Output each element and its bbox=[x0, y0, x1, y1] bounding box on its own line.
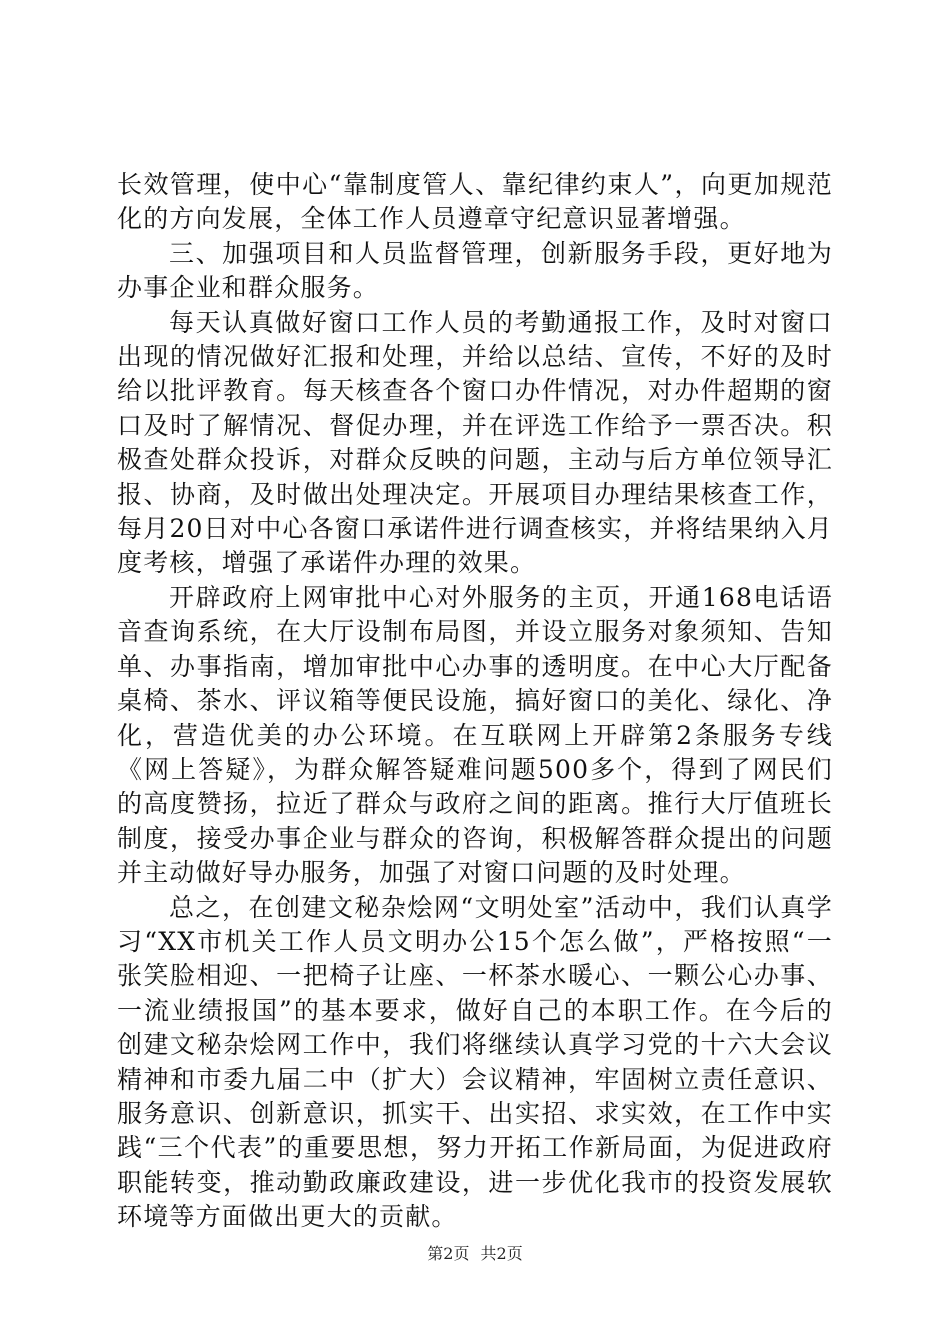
page-total: 共2页 bbox=[480, 1244, 523, 1263]
paragraph-3: 每天认真做好窗口工作人员的考勤通报工作，及时对窗口出现的情况做好汇报和处理，并给以总结、宣传，不好的及时给以批评教育。每天核查各个窗口办件情况，对办件超期的窗口及时了解情况、督促办理，并在评选工作给予一票否决。积极查处群众投诉，对群众反映的问题，主动与后方单位领导汇报、协商，及时做出处理决定。开展项目办理结果核查工作，每月20日对中心各窗口承诺件进行调查核实，并将结果纳入月度考核，增强了承诺件办理的效果。 bbox=[117, 307, 833, 578]
paragraph-5: 总之，在创建文秘杂烩网“文明处室”活动中，我们认真学习“XX市机关工作人员文明办公15个怎么做”，严格按照“一张笑脸相迎、一把椅子让座、一杯茶水暖心、一颗公心办事、一流业绩报国”的基本要求，做好自己的本职工作。在今后的创建文秘杂烩网工作中，我们将继续认真学习党的十六大会议精神和市委九届二中（扩大）会议精神，牢固树立责任意识、服务意识、创新意识，抓实干、出实招、求实效，在工作中实践“三个代表”的重要思想，努力开拓工作新局面，为促进政府职能转变，推动勤政廉政建设，进一步优化我市的投资发展软环境等方面做出更大的贡献。 bbox=[117, 892, 833, 1232]
page-footer bbox=[0, 1244, 950, 1264]
paragraph-1: 长效管理，使中心“靠制度管人、靠纪律约束人”，向更加规范化的方向发展，全体工作人员遵章守纪意识显著增强。 bbox=[117, 170, 833, 234]
paragraph-2-section-heading: 三、加强项目和人员监督管理，创新服务手段，更好地为办事企业和群众服务。 bbox=[117, 238, 833, 303]
paragraph-4: 开辟政府上网审批中心对外服务的主页，开通168电话语音查询系统，在大厅设制布局图，并设立服务对象须知、告知单、办事指南，增加审批中心办事的透明度。在中心大厅配备桌椅、茶水、评议箱等便民设施，搞好窗口的美化、绿化、净化，营造优美的办公环境。在互联网上开辟第2条服务专线《网上答疑》，为群众解答疑难问题500多个，得到了网民们的高度赞扬，拉近了群众与政府之间的距离。推行大厅值班长制度，接受办事企业与群众的咨询，积极解答群众提出的问题并主动做好导办服务，加强了对窗口问题的及时处理。 bbox=[117, 582, 833, 888]
document-body bbox=[117, 168, 833, 1235]
page-number: 第2页 bbox=[427, 1244, 470, 1263]
